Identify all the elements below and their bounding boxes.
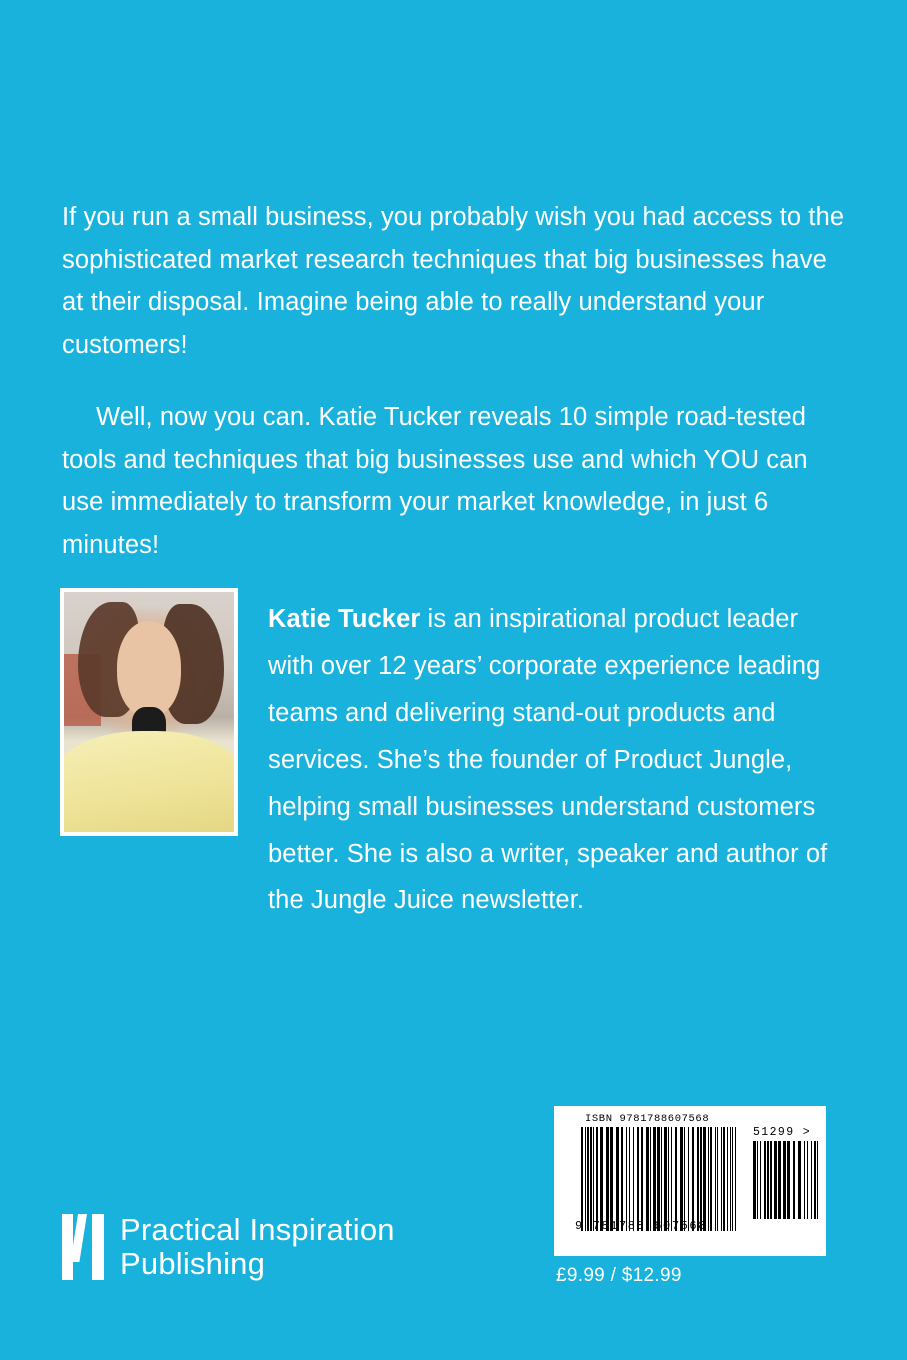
barcode-main-digits: 9 781788 607568 [575, 1219, 708, 1233]
blurb-paragraph-2: Well, now you can. Katie Tucker reveals 10 simple road-tested tools and techniques that big businesses use and which YOU can use immediately to transform your market knowledge, in just 6 minutes! [62, 403, 808, 560]
photo-face [117, 621, 182, 717]
author-photo [60, 588, 238, 836]
author-photo-image [64, 592, 234, 832]
barcode [554, 1106, 826, 1256]
barcode-main-bars [581, 1127, 739, 1231]
publisher-name-line-1: Practical Inspiration [120, 1211, 395, 1247]
price-label: £9.99 / $12.99 [556, 1265, 682, 1286]
barcode-bars [563, 1127, 817, 1231]
barcode-addon-bars [753, 1141, 821, 1219]
author-bio [268, 596, 828, 924]
blurb-section [62, 196, 852, 567]
blurb-paragraph-1: If you run a small business, you probably wish you had access to the sophisticated market research techniques that big businesses have at their disposal. Imagine being able to really understand your customers! [62, 203, 845, 359]
photo-shirt [60, 731, 238, 832]
author-name: Katie Tucker [268, 605, 421, 633]
author-bio-text: is an inspirational product leader with over 12 years’ corporate experience leading teams and delivering stand-out products and services. She’s the founder of Product Jungle, helping small businesses understand customers better. She is also a writer, speaker and author of the Jungle Juice newsletter. [268, 605, 828, 915]
barcode-isbn-label: ISBN 9781788607568 [585, 1113, 710, 1125]
barcode-addon-digits: 51299 > [753, 1126, 812, 1139]
publisher-logo [62, 1213, 395, 1282]
publisher-name [120, 1213, 395, 1282]
publisher-mark-icon [62, 1214, 104, 1280]
publisher-name-line-2: Publishing [120, 1246, 266, 1282]
